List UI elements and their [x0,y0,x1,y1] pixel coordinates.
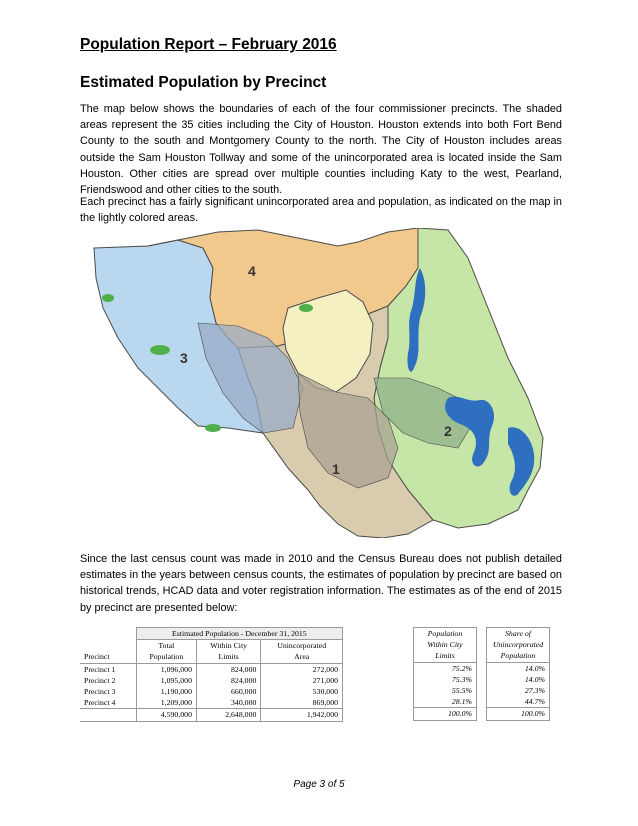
table-cell: 28.1% [451,697,472,707]
table-cell: 100.0% [414,708,477,720]
table-cell: 27.3% [524,686,545,696]
table-cell: 530,000 [261,686,343,697]
table-cell: 660,000 [196,686,260,697]
precinct-2-label: 2 [444,423,452,439]
header-cell: Unincorporated [492,640,544,650]
totals-row [414,708,477,720]
table-cell: 340,000 [196,697,260,709]
precinct-4-label: 4 [248,263,256,279]
table-cell: 44.7% [524,697,545,707]
table-row [487,685,550,696]
table-header-row [414,628,477,640]
pct-within-city-table [413,627,477,721]
park-southwest [205,424,221,432]
table-cell: 1,095,000 [136,675,196,686]
table-header-row [487,639,550,650]
table-cell: Precinct 3 [80,686,136,697]
table-cell: Precinct 2 [80,675,136,686]
header-cell: Population [136,651,196,663]
table-cell: 14.0% [524,674,545,684]
header-cell: Population [427,629,463,639]
page-number: Page 3 of 5 [293,779,345,790]
table-header-row [414,639,477,650]
header-cell: Unincorporated [261,640,343,652]
table-cell: 1,096,000 [136,663,196,675]
table-cell: 75.3% [451,674,472,684]
table-cell: 4,590,000 [136,709,196,721]
table-row [80,697,343,709]
precinct-map [88,228,558,538]
table-cell: 271,000 [261,675,343,686]
table-header-row [487,628,550,640]
pct-unincorporated-table [486,627,550,721]
table-cell: 272,000 [261,663,343,675]
table-cell: 869,000 [261,697,343,709]
totals-row [487,708,550,720]
table-cell [80,709,136,721]
table-cell: 1,190,000 [136,686,196,697]
unincorporated-paragraph: Each precinct has a fairly significant unincorporated area and population, as indicated on the map in the lightly colored areas. [80,196,562,225]
table-cell: 2,648,000 [196,709,260,721]
estimates-paragraph: Since the last census count was made in 2010 and the Census Bureau does not publish detailed estimates in the years between census counts, the estimates of population by precinct are based on historical trends, HCAD data and voter registration information. The estimates as of the end of 2015 by precinct are presented below: [80,553,562,614]
precinct-3-label: 3 [180,350,188,366]
table-cell: 1,209,000 [136,697,196,709]
table-row [487,674,550,685]
park-north [299,304,313,312]
header-cell [80,640,136,652]
table-cell: 824,000 [196,663,260,675]
table-header-row [487,650,550,662]
table-row [414,662,477,674]
header-cell: Limits [414,650,477,662]
table-row [80,686,343,697]
table-cell: 75.2% [451,663,472,673]
table-header-row [414,650,477,662]
table-cell: 55.5% [451,686,472,696]
table-cell: Precinct 1 [80,663,136,675]
header-cell: Limits [196,651,260,663]
park-northwest [102,294,114,302]
header-cell: Within City [196,640,260,652]
table-cell: 100.0% [487,708,550,720]
table-cell: 824,000 [196,675,260,686]
intro-paragraph: The map below shows the boundaries of each of the four commissioner precincts. The shaded areas represent the 35 cities including the City of Houston. Houston extends into both Fort Bend County to the south and Montgomery County to the north. The City of Houston includes areas outside the Sam Houston Tollway and some of the unincorporated area is located inside the Sam Houston. Other cities are spread over multiple counties including Katy to the west, Pearland, Friendswood and other cities to the south. [80,103,562,197]
table-header-row [80,651,343,663]
table-header-row [80,640,343,652]
table-cell [80,628,136,640]
table-row [414,696,477,708]
table-caption-row [80,628,343,640]
table-row [487,696,550,708]
header-cell: Area [261,651,343,663]
table-caption: Estimated Population - December 31, 2015 [136,628,342,640]
table-row [414,685,477,696]
header-cell: Precinct [80,651,136,663]
table-cell: 1,942,000 [261,709,343,721]
header-cell: Total [136,640,196,652]
header-cell: Within City [427,640,463,650]
table-row [414,674,477,685]
table-cell: 14.0% [524,663,545,673]
table-row [80,663,343,675]
report-title: Population Report – February 2016 [80,36,337,53]
header-cell: Share of [505,629,531,639]
table-row [487,662,550,674]
table-cell: Precinct 4 [80,697,136,709]
header-cell: Population [487,650,550,662]
population-estimates-table [80,627,343,722]
totals-row [80,709,343,721]
precinct-1-label: 1 [332,461,340,477]
table-row [80,675,343,686]
park-west [150,345,170,355]
section-title: Estimated Population by Precinct [80,74,327,91]
